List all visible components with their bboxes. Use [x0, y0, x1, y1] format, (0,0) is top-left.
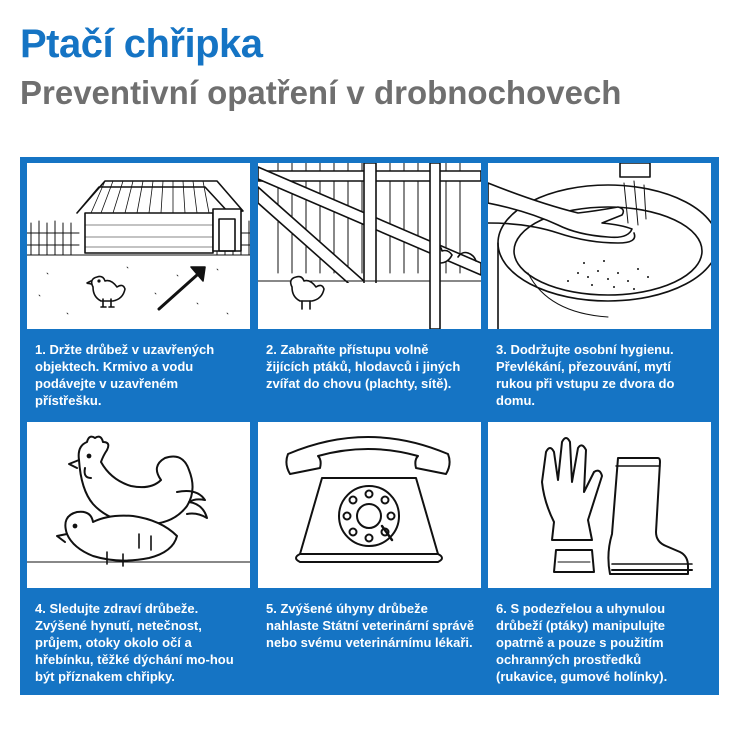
- henhouse-icon: [27, 163, 250, 329]
- hand-washing-icon: [488, 163, 711, 329]
- panel-caption: 4. Sledujte zdraví drůbeže. Zvýšené hynutí, netečnost, průjem, otoky okolo očí a hřebínku, těžké dýchání mo-hou být příznakem chřipky.: [35, 601, 234, 684]
- page-title: Ptačí chřipka: [20, 22, 263, 66]
- panel-caption: 6. S podezřelou a uhynulou drůbeží (ptáky) manipulujte opatrně a pouze s použitím ochranných prostředků (rukavice, gumové holínky).: [496, 601, 668, 684]
- panel-caption: 5. Zvýšené úhyny drůbeže nahlaste Státní veterinární správě nebo svému veterinárnímu lékaři.: [266, 601, 475, 650]
- prevention-grid: [20, 157, 719, 695]
- panel-caption: 3. Dodržujte osobní hygienu. Převlékání, přezouvání, mytí rukou při vstupu ze dvora do domu.: [496, 342, 675, 408]
- panel-caption: 1. Držte drůbež v uzavřených objektech. Krmivo a vodu podávejte v uzavřeném přístřešku.: [35, 342, 215, 408]
- fence-icon: [258, 163, 481, 329]
- panel-caption: 2. Zabraňte přístupu volně žijících ptáků, hlodavců i jiných zvířat do chovu (plachty, sítě).: [266, 342, 461, 391]
- page-subtitle: Preventivní opatření v drobnochovech: [20, 74, 622, 111]
- glove-boot-icon: [488, 422, 711, 588]
- telephone-icon: [258, 422, 481, 588]
- rooster-hen-icon: [27, 422, 250, 588]
